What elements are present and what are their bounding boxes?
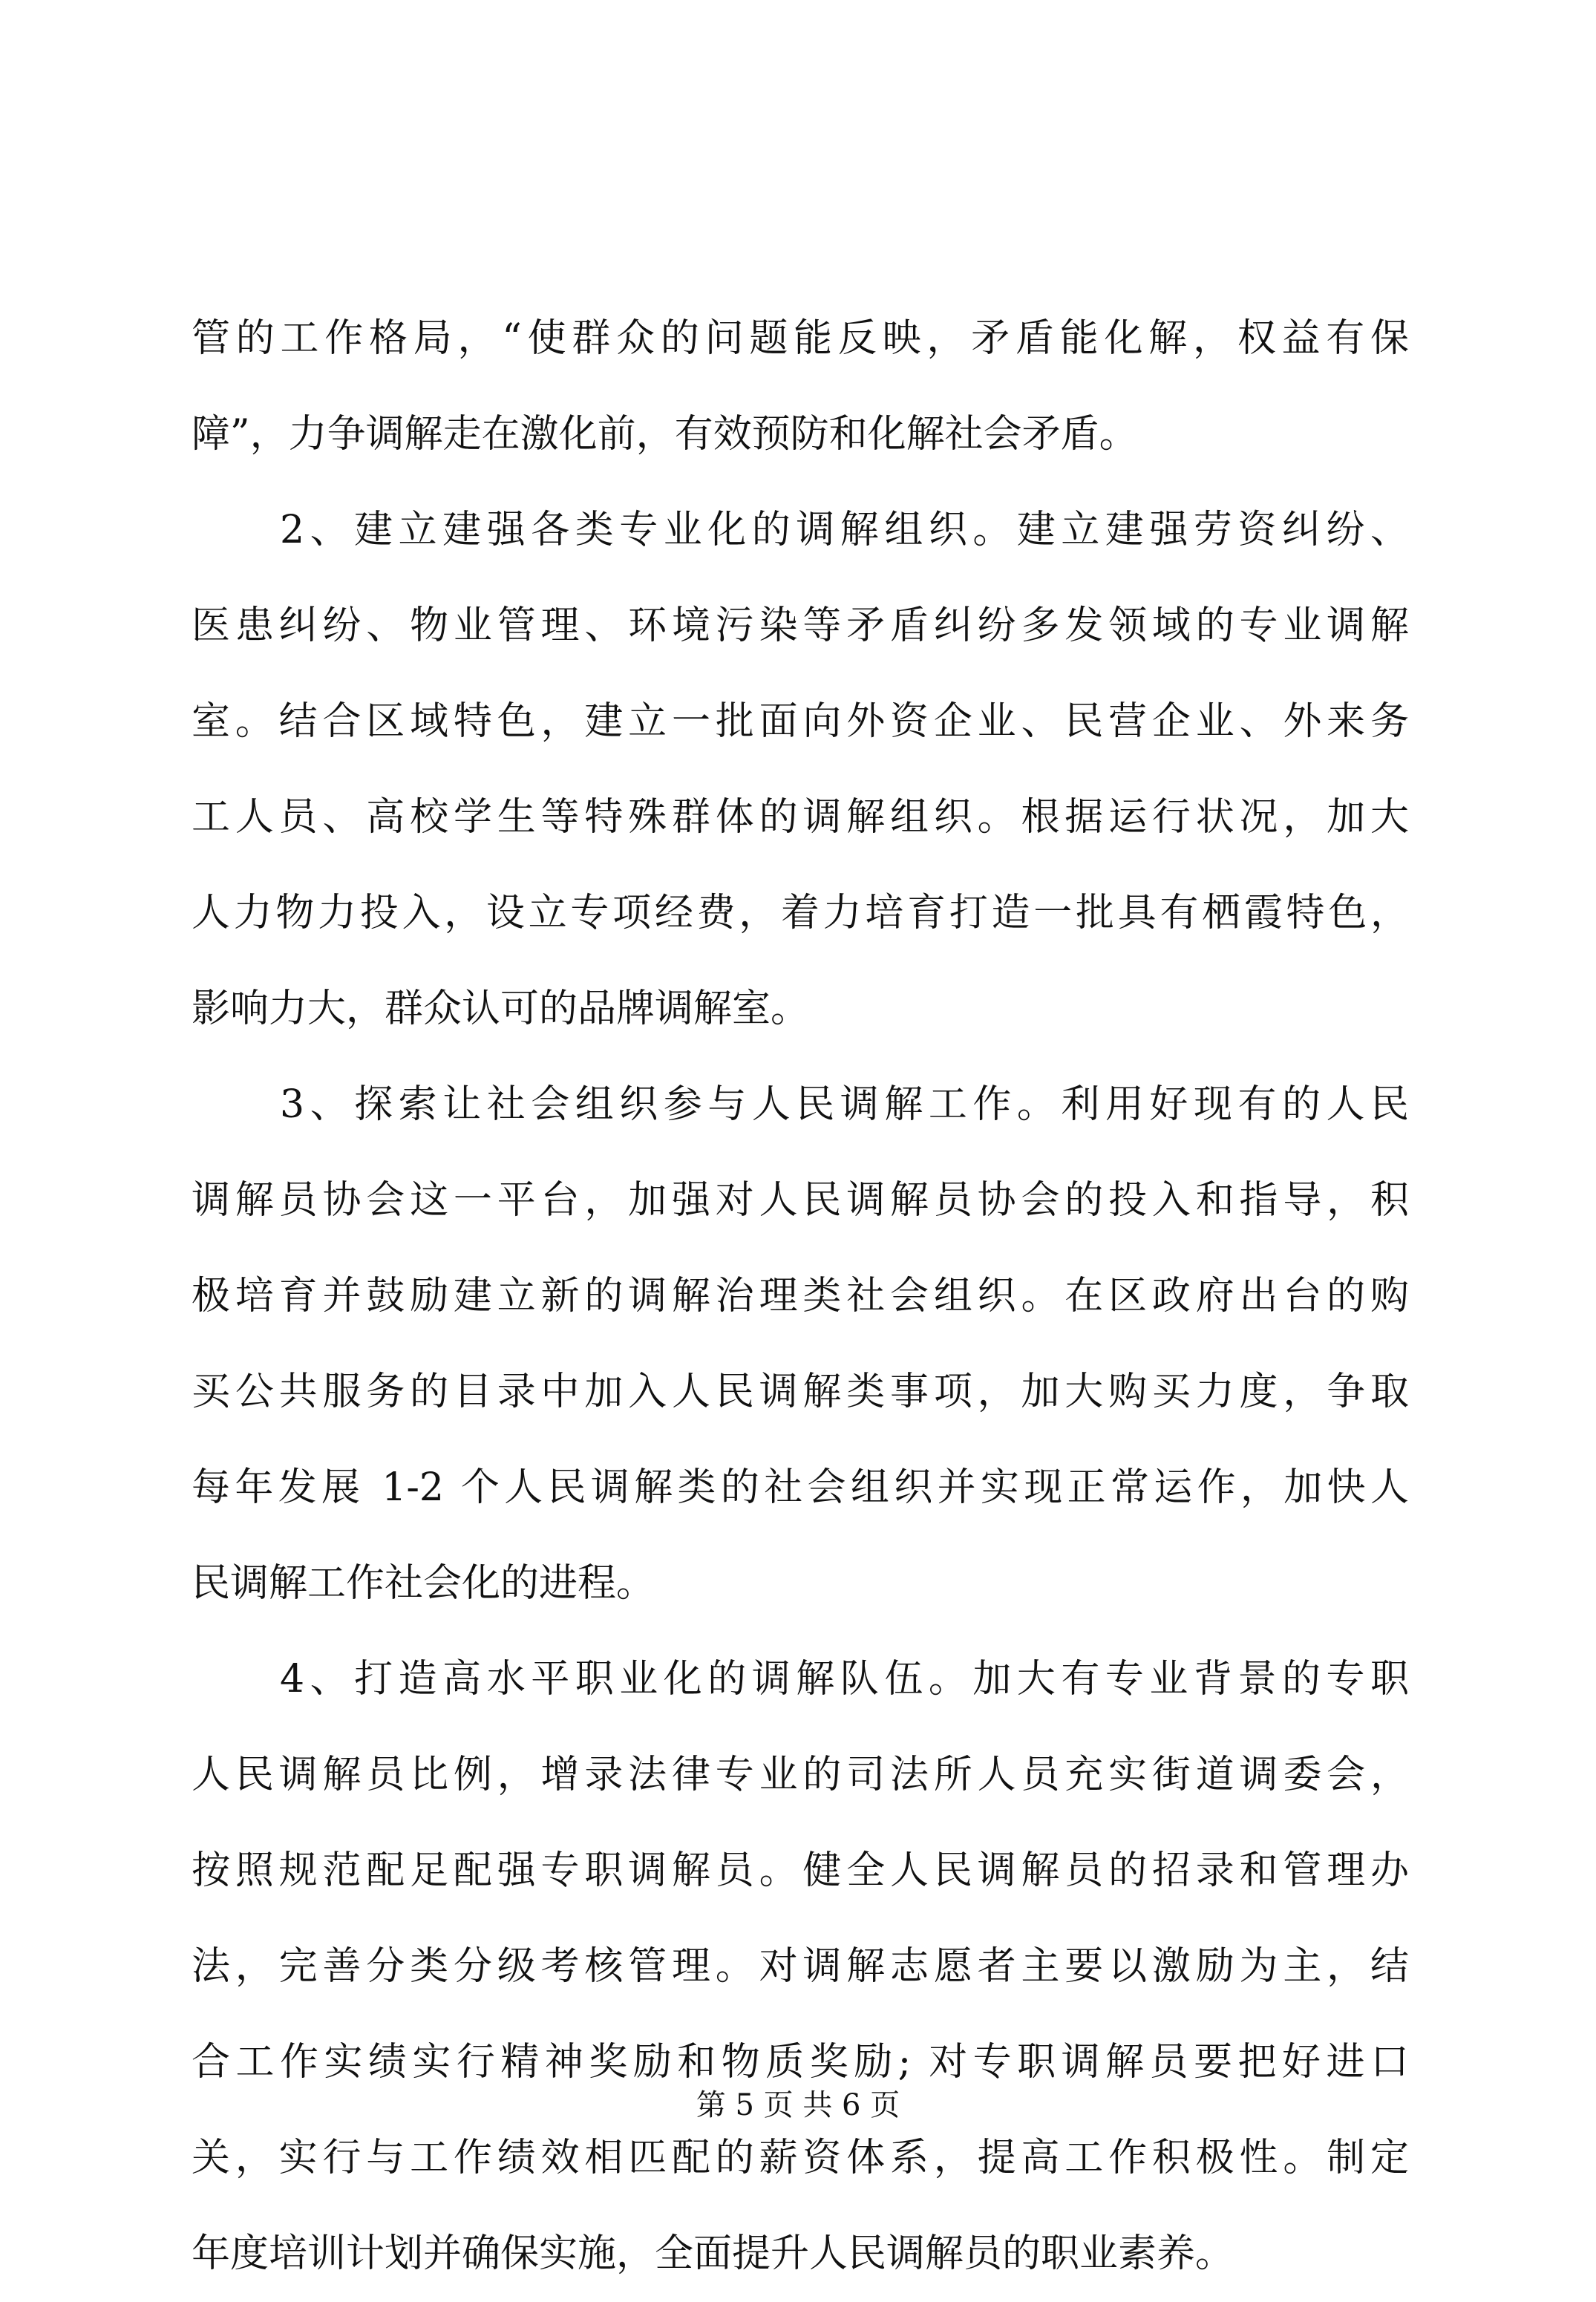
text-line: 影响力大，群众认可的品牌调解室。 (192, 987, 810, 1031)
text-line: 关，实行与工作绩效相匹配的薪资体系，提高工作积极性。制定 (192, 2136, 1409, 2180)
text-line: 医患纠纷、物业管理、环境污染等矛盾纠纷多发领域的专业调解 (192, 604, 1409, 648)
text-line: 2、建立建强各类专业化的调解组织。建立建强劳资纠纷、 (192, 508, 1409, 552)
text-line: 4、打造高水平职业化的调解队伍。加大有专业背景的专职 (192, 1657, 1409, 1701)
text-line: 买公共服务的目录中加入人民调解类事项，加大购买力度，争取 (192, 1370, 1409, 1414)
text-line: 工人员、高校学生等特殊群体的调解组织。根据运行状况，加大 (192, 795, 1409, 840)
text-line: 法，完善分类分级考核管理。对调解志愿者主要以激励为主，结 (192, 1944, 1409, 1989)
text-line: 年度培训计划并确保实施，全面提升人民调解员的职业素养。 (192, 2231, 1234, 2276)
text-line: 民调解工作社会化的进程。 (192, 1561, 655, 1606)
text-line: 障”，力争调解走在激化前，有效预防和化解社会矛盾。 (192, 412, 1138, 457)
text-line: 极培育并鼓励建立新的调解治理类社会组织。在区政府出台的购 (192, 1274, 1409, 1318)
body-text (192, 291, 1409, 2302)
text-line: 合工作实绩实行精神奖励和物质奖励; 对专职调解员要把好进口 (192, 2040, 1409, 2084)
text-line: 管的工作格局，“使群众的问题能反映，矛盾能化解，权益有保 (192, 316, 1409, 361)
text-line: 人民调解员比例，增录法律专业的司法所人员充实街道调委会， (192, 1753, 1409, 1797)
page-number-footer: 第 5 页 共 6 页 (696, 2088, 900, 2122)
text-line: 3、探索让社会组织参与人民调解工作。利用好现有的人民 (192, 1082, 1409, 1127)
text-line: 室。结合区域特色，建立一批面向外资企业、民营企业、外来务 (192, 699, 1409, 744)
text-line: 按照规范配足配强专职调解员。健全人民调解员的招录和管理办 (192, 1848, 1409, 1893)
text-line: 人力物力投入，设立专项经费，着力培育打造一批具有栖霞特色， (192, 891, 1409, 935)
text-line: 每年发展 1-2 个人民调解类的社会组织并实现正常运作，加快人 (192, 1465, 1409, 1510)
text-line: 调解员协会这一平台，加强对人民调解员协会的投入和指导，积 (192, 1178, 1409, 1223)
